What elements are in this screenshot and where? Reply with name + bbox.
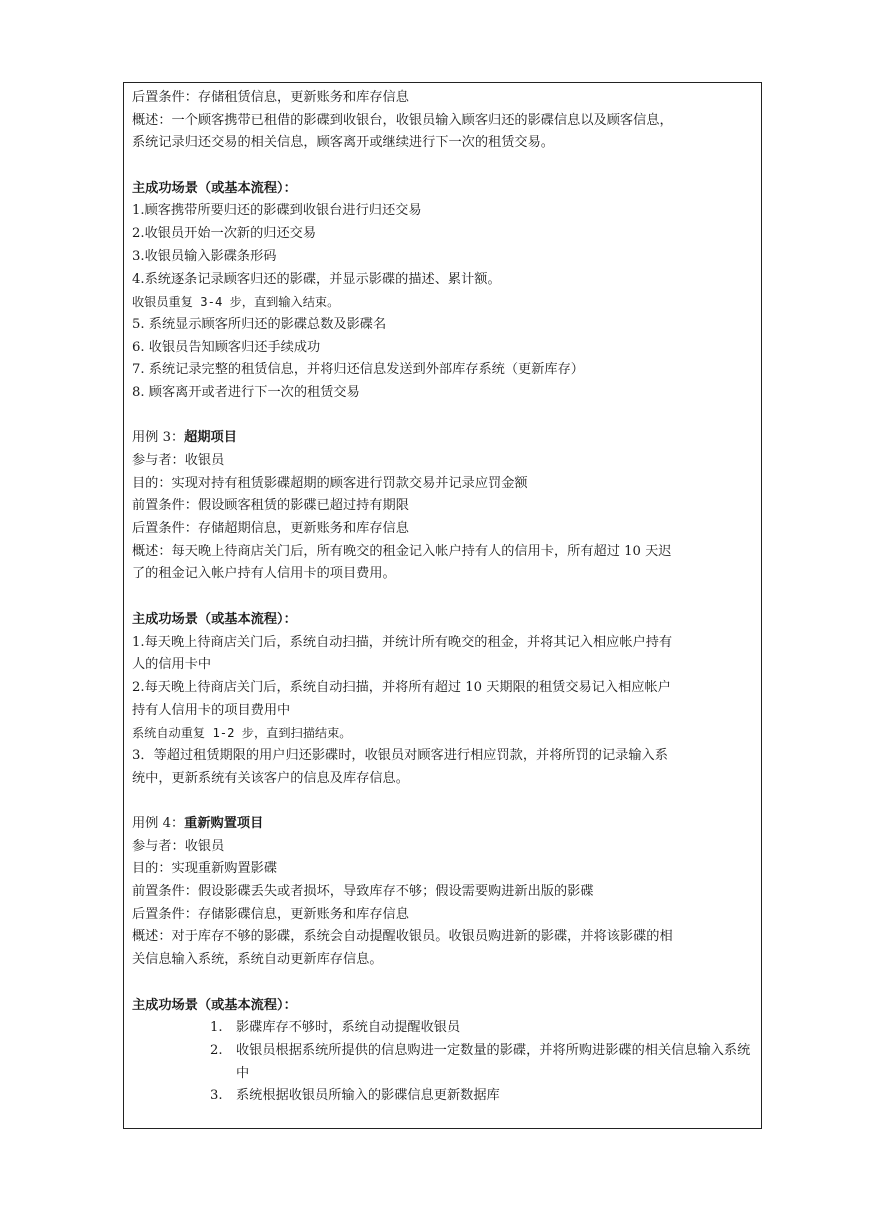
uc2-step-5: 5. 系统显示顾客所归还的影碟总数及影碟名 [132,316,387,332]
spacer [132,586,754,609]
uc4-overview-line-1: 概述：对于库存不够的影碟，系统会自动提醒收银员。收银员购进新的影碟，并将该影碟的相 [132,929,673,945]
uc3-postcondition: 后置条件：存储超期信息，更新账务和库存信息 [132,521,409,537]
uc4-goal: 目的：实现重新购置影碟 [132,861,278,877]
spacer [132,790,754,813]
uc3-step-2-line-1: 2.每天晚上待商店关门后，系统自动扫描，并将所有超过 10 天期限的租赁交易记入相应帐户 [132,679,671,695]
list-item-text: 影碟库存不够时，系统自动提醒收银员 [236,1020,461,1036]
uc3-repeat-note: 系统自动重复 1-2 步，直到扫描结束。 [132,726,352,741]
uc4-step-list [132,1017,754,1108]
list-item-number: 2. [210,1042,223,1058]
uc2-step-4: 4.系统逐条记录顾客归还的影碟，并显示影碟的描述、累计额。 [132,271,501,287]
spacer [132,155,754,178]
uc3-label: 用例 3： [132,430,185,446]
uc3-overview-line-2: 了的租金记入帐户持有人信用卡的项目费用。 [132,566,396,582]
uc2-step-3: 3.收银员输入影碟条形码 [132,248,277,264]
uc2-step-2: 2.收银员开始一次新的归还交易 [132,226,317,242]
uc2-repeat-note: 收银员重复 3-4 步，直到输入结束。 [132,295,340,310]
uc3-overview-line-1: 概述：每天晚上待商店关门后，所有晚交的租金记入帐户持有人的信用卡，所有超过 10 天迟 [132,543,672,559]
spacer [132,405,754,428]
uc3-actor: 参与者：收银员 [132,453,225,468]
uc3-step-3-line-1: 3．等超过租赁期限的用户归还影碟时，收银员对顾客进行相应罚款，并将所罚的记录输入系 [132,747,668,763]
uc4-label: 用例 4： [132,816,185,831]
uc4-main-scenario-heading: 主成功场景（或基本流程）： [132,997,297,1013]
uc3-step-2-line-2: 持有人信用卡的项目费用中 [132,702,291,718]
list-item-number: 1. [210,1020,223,1036]
uc3-step-3-line-2: 统中，更新系统有关该客户的信息及库存信息。 [132,770,409,786]
uc4-actor: 参与者：收银员 [132,838,225,854]
uc2-overview-line-1: 概述：一个顾客携带已租借的影碟到收银台，收银员输入顾客归还的影碟信息以及顾客信息， [132,112,673,128]
uc4-precondition: 前置条件：假设影碟丢失或者损坏，导致库存不够；假设需要购进新出版的影碟 [132,884,594,900]
uc2-postcondition: 后置条件：存储租赁信息，更新账务和库存信息 [132,90,409,105]
uc4-postcondition: 后置条件：存储影碟信息，更新账务和库存信息 [132,906,409,922]
document-content [132,87,754,1108]
uc3-precondition: 前置条件：假设顾客租赁的影碟已超过持有期限 [132,498,409,514]
uc4-overview-line-2: 关信息输入系统，系统自动更新库存信息。 [132,952,383,968]
list-item [210,1040,754,1085]
document-frame [123,82,762,1129]
spacer [132,972,754,995]
list-item-text: 系统根据收银员所输入的影碟信息更新数据库 [236,1088,500,1104]
list-item-number: 3. [210,1088,223,1104]
uc2-step-6: 6. 收银员告知顾客归还手续成功 [132,339,321,355]
uc3-step-1-line-2: 人的信用卡中 [132,657,212,673]
uc4-heading [132,813,754,836]
uc2-step-7: 7. 系统记录完整的租赁信息，并将归还信息发送到外部库存系统（更新库存） [132,362,584,378]
uc3-goal: 目的：实现对持有租赁影碟超期的顾客进行罚款交易并记录应罚金额 [132,475,528,491]
uc2-main-scenario-heading: 主成功场景（或基本流程）： [132,180,297,196]
uc3-step-1-line-1: 1.每天晚上待商店关门后，系统自动扫描，并统计所有晚交的租金，并将其记入相应帐户持有 [132,634,673,650]
uc4-title: 重新购置项目 [184,816,264,831]
uc3-main-scenario-heading: 主成功场景（或基本流程）： [132,611,297,627]
list-item-text: 收银员根据系统所提供的信息购进一定数量的影碟，并将所购进影碟的相关信息输入系统中 [236,1042,751,1081]
list-item [210,1085,754,1108]
uc2-step-8: 8. 顾客离开或者进行下一次的租赁交易 [132,384,360,400]
uc3-title: 超期项目 [184,430,237,446]
uc2-overview-line-2: 系统记录归还交易的相关信息，顾客离开或继续进行下一次的租赁交易。 [132,135,554,151]
uc2-step-1: 1.顾客携带所要归还的影碟到收银台进行归还交易 [132,203,422,219]
list-item [210,1017,754,1040]
uc3-heading [132,427,754,450]
